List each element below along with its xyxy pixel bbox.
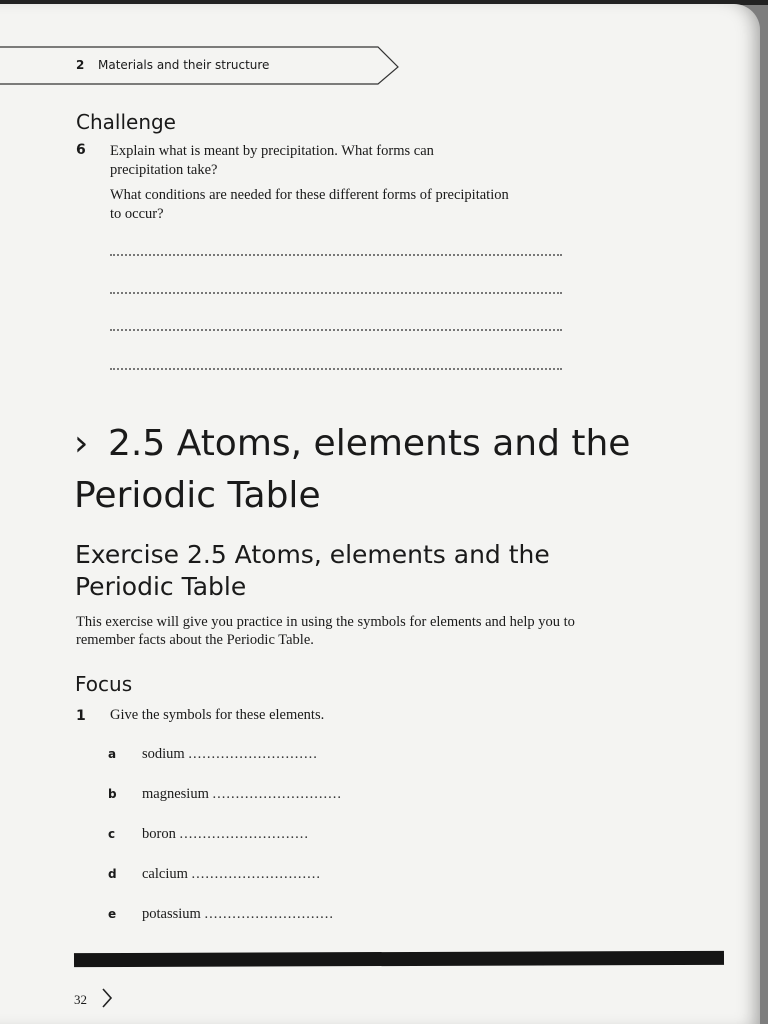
question-6-number: 6 (76, 142, 86, 158)
page-chevron-icon (100, 986, 114, 1010)
item-letter: e (108, 907, 117, 921)
answer-blank[interactable]: ............................ (179, 826, 309, 842)
answer-line-4[interactable] (110, 368, 562, 370)
item-letter: d (108, 867, 117, 881)
chapter-title: Materials and their structure (98, 58, 270, 72)
item-element: potassium (142, 906, 201, 922)
list-item (108, 826, 468, 843)
challenge-heading: Challenge (76, 110, 176, 134)
chapter-number: 2 (76, 58, 85, 72)
item-letter: b (108, 787, 117, 801)
focus-heading: Focus (75, 672, 133, 696)
answer-blank[interactable]: ............................ (191, 866, 322, 882)
section-title (74, 418, 634, 522)
question-6-followup: What conditions are needed for these different forms of precipitation to occur? (110, 187, 509, 222)
list-item (108, 866, 468, 883)
page-number: 32 (74, 992, 87, 1007)
answer-blank[interactable]: ............................ (212, 786, 342, 802)
item-letter: c (108, 827, 116, 841)
item-letter: a (108, 747, 117, 761)
answer-line-3[interactable] (110, 329, 562, 331)
item-element: sodium (142, 746, 185, 762)
question-1-text: Give the symbols for these elements. (110, 707, 325, 723)
question-1-number: 1 (76, 708, 86, 724)
list-item (108, 906, 468, 923)
exercise-title: Exercise 2.5 Atoms, elements and the Periodic Table (75, 540, 550, 601)
footer-bar (74, 951, 724, 967)
item-element: calcium (142, 866, 188, 882)
item-element: boron (142, 826, 176, 842)
exercise-intro: This exercise will give you practice in using the symbols for elements and help you to remember facts about the Periodic Table. (76, 614, 575, 648)
list-item (108, 746, 468, 763)
section-title-text: 2.5 Atoms, elements and the Periodic Table (74, 423, 631, 516)
answer-blank[interactable]: ............................ (204, 906, 334, 922)
textbook-page (0, 4, 760, 1024)
answer-line-1[interactable] (110, 254, 562, 256)
running-header (0, 46, 400, 88)
item-element: magnesium (142, 786, 209, 802)
answer-line-2[interactable] (110, 292, 562, 294)
answer-blank[interactable]: ............................ (188, 746, 318, 762)
section-chevron-icon: › (74, 423, 89, 464)
question-6-text: Explain what is meant by precipitation. What forms can precipitation take? (110, 143, 434, 178)
list-item (108, 786, 468, 803)
